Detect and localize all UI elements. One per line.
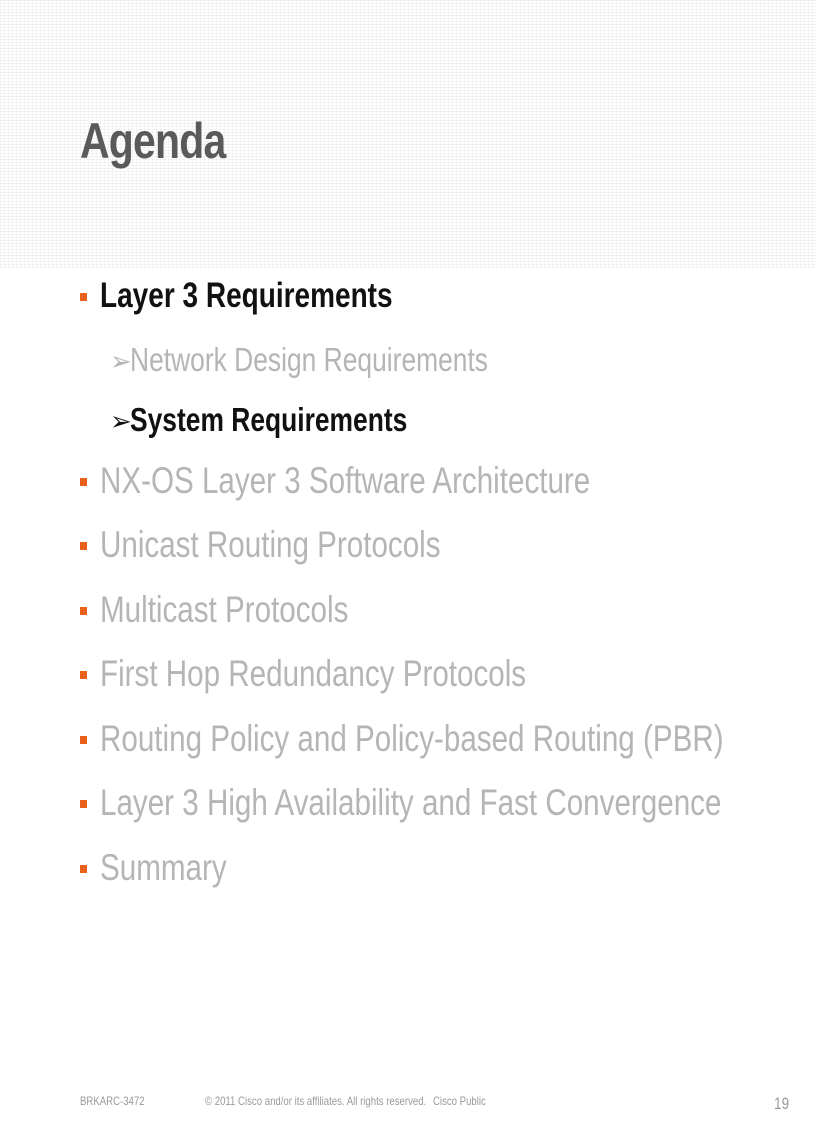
agenda-item-label: Network Design Requirements: [130, 340, 489, 378]
square-bullet-icon: [80, 865, 87, 873]
agenda-item-unicast-routing: [80, 523, 780, 588]
agenda-item-label: Routing Policy and Policy-based Routing (PBR): [100, 717, 724, 759]
slide-title: Agenda: [80, 113, 226, 169]
slide-footer: [0, 1094, 816, 1118]
square-bullet-icon: [80, 736, 87, 744]
classification-label: Cisco Public: [433, 1094, 486, 1108]
agenda-item-layer3-requirements: [80, 274, 780, 339]
square-bullet-icon: [80, 671, 87, 679]
square-bullet-icon: [80, 478, 87, 486]
agenda-item-label: System Requirements: [130, 400, 408, 438]
square-bullet-icon: [80, 542, 87, 550]
agenda-subitem-system-requirements: [80, 399, 780, 459]
page-number: 19: [774, 1094, 790, 1113]
arrow-bullet-icon: ➢: [110, 405, 132, 436]
square-bullet-icon: [80, 607, 87, 615]
arrow-bullet-icon: ➢: [110, 345, 132, 376]
agenda-item-label: Layer 3 High Availability and Fast Convergence: [100, 782, 722, 823]
square-bullet-icon: [80, 293, 87, 301]
agenda-item-label: NX-OS Layer 3 Software Architecture: [100, 459, 591, 501]
agenda-item-label: Layer 3 Requirements: [100, 276, 393, 315]
agenda-item-high-availability: [80, 781, 780, 846]
agenda-item-routing-policy: [80, 717, 780, 782]
agenda-item-label: First Hop Redundancy Protocols: [100, 653, 527, 694]
agenda-item-label: Unicast Routing Protocols: [100, 524, 441, 565]
agenda-item-label: Multicast Protocols: [100, 588, 349, 630]
agenda-list: [80, 274, 780, 910]
agenda-item-fhrp: [80, 652, 780, 717]
agenda-subitem-network-design: [80, 339, 780, 399]
square-bullet-icon: [80, 800, 87, 808]
session-code: BRKARC-3472: [80, 1094, 145, 1108]
agenda-item-label: Summary: [100, 846, 227, 888]
agenda-item-multicast: [80, 588, 780, 653]
agenda-item-software-architecture: [80, 459, 780, 524]
copyright-notice: © 2011 Cisco and/or its affiliates. All rights reserved.: [205, 1094, 427, 1108]
agenda-item-summary: [80, 846, 780, 911]
